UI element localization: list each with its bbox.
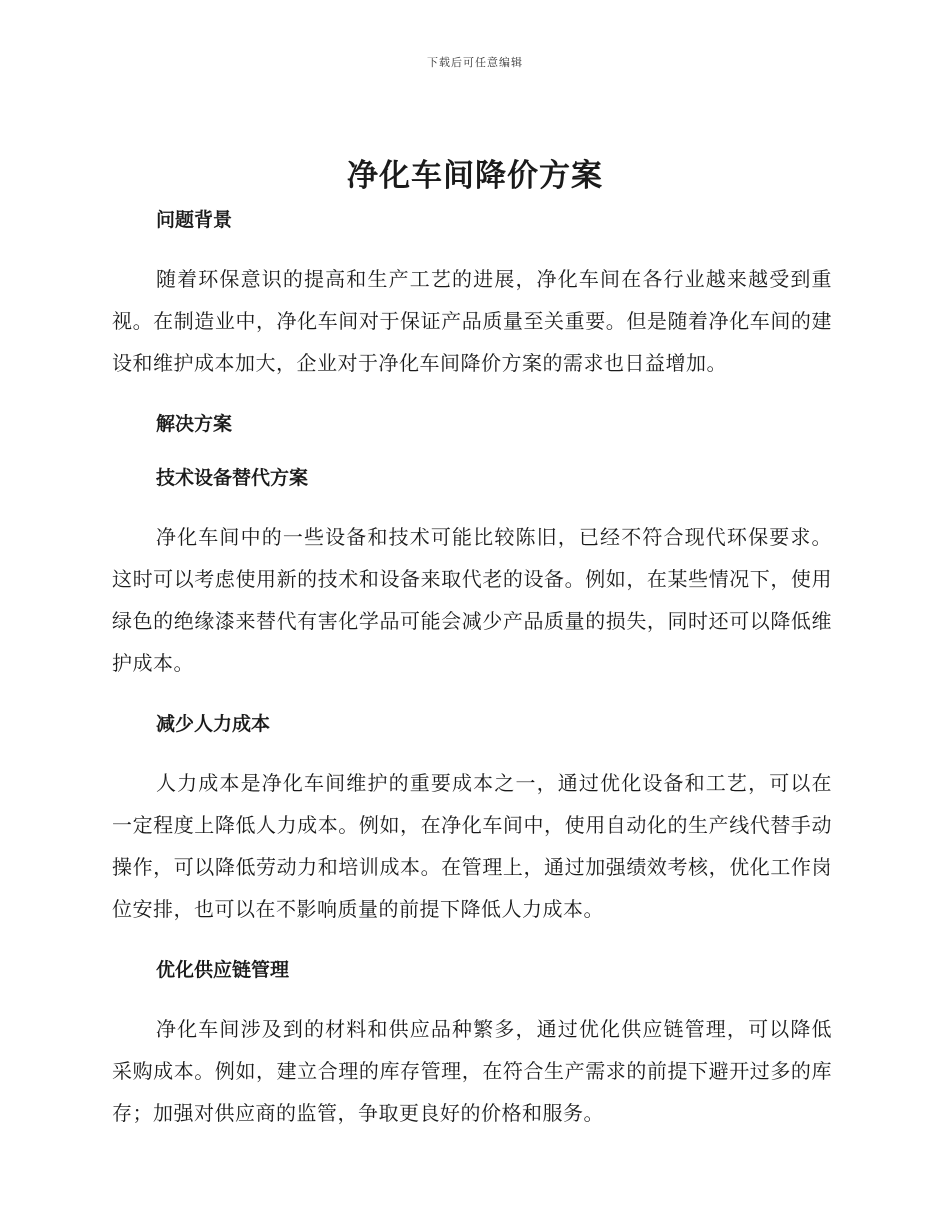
section-heading-equipment: 技术设备替代方案 [156,467,309,489]
section-heading-supply-chain: 优化供应链管理 [156,959,290,981]
document-title: 净化车间降价方案 [347,158,603,194]
page-header: 下载后可任意编辑 [427,56,523,69]
document-body [112,204,832,1134]
section-heading-background: 问题背景 [156,209,233,231]
section-heading-labor: 减少人力成本 [156,713,271,735]
section-heading-solution: 解决方案 [156,413,233,435]
section-paragraph-background: 随着环保意识的提高和生产工艺的进展，净化车间在各行业越来越受到重视。在制造业中，净化车间对于保证产品质量至关重要。但是随着净化车间的建设和维护成本加大，企业对于净化车间降价方案的需求也日益增加。 [112,267,832,375]
section-paragraph-labor: 人力成本是净化车间维护的重要成本之一，通过优化设备和工艺，可以在一定程度上降低人力成本。例如，在净化车间中，使用自动化的生产线代替手动操作，可以降低劳动力和培训成本。在管理上，通过加强绩效考核，优化工作岗位安排，也可以在不影响质量的前提下降低人力成本。 [112,771,832,921]
section-paragraph-supply-chain: 净化车间涉及到的材料和供应品种繁多，通过优化供应链管理，可以降低采购成本。例如，建立合理的库存管理，在符合生产需求的前提下避开过多的库存；加强对供应商的监管，争取更良好的价格和服务。 [112,1017,832,1125]
section-paragraph-equipment: 净化车间中的一些设备和技术可能比较陈旧，已经不符合现代环保要求。这时可以考虑使用新的技术和设备来取代老的设备。例如，在某些情况下，使用绿色的绝缘漆来替代有害化学品可能会减少产品质量的损失，同时还可以降低维护成本。 [112,525,832,675]
